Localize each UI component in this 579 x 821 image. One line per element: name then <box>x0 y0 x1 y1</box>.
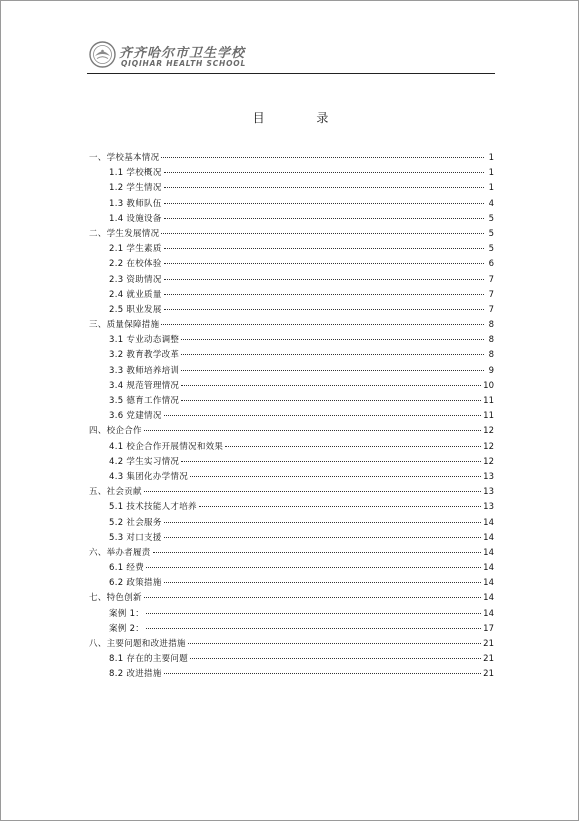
toc-dot-leader <box>188 643 481 644</box>
toc-page-number: 4 <box>488 198 494 209</box>
toc-subsection-entry[interactable] <box>89 181 494 196</box>
toc-dot-leader <box>164 522 482 523</box>
toc-page-number: 12 <box>483 456 494 467</box>
toc-page-number: 13 <box>483 471 494 482</box>
toc-entry-label: 4.2 学生实习情况 <box>109 456 180 467</box>
table-of-contents <box>89 151 494 683</box>
toc-page-number: 14 <box>483 532 494 543</box>
toc-subsection-entry[interactable] <box>89 348 494 363</box>
toc-subsection-entry[interactable] <box>89 622 494 637</box>
toc-dot-leader <box>181 370 484 371</box>
toc-page-number: 13 <box>483 487 494 498</box>
school-name-cn: 齐齐哈尔市卫生学校 <box>119 46 246 61</box>
toc-dot-leader <box>146 613 481 614</box>
toc-dot-leader <box>164 248 484 249</box>
toc-page-number: 1 <box>488 168 494 179</box>
toc-entry-label: 6.1 经费 <box>109 563 145 574</box>
toc-entry-label: 3.3 教师培养培训 <box>109 365 180 376</box>
toc-entry-label: 2.3 资助情况 <box>109 274 162 285</box>
toc-entry-label: 1.2 学生情况 <box>109 183 162 194</box>
toc-dot-leader <box>164 187 484 188</box>
toc-page-number: 6 <box>488 259 494 270</box>
toc-entry-label: 1.1 学校概况 <box>109 168 162 179</box>
toc-subsection-entry[interactable] <box>89 333 494 348</box>
toc-entry-label: 3.5 德育工作情况 <box>109 396 180 406</box>
toc-dot-leader <box>181 400 481 401</box>
toc-page-number: 1 <box>488 153 494 163</box>
toc-page-number: 1 <box>488 183 494 194</box>
toc-entry-label: 2.4 就业质量 <box>109 289 162 300</box>
toc-entry-label: 3.6 党建情况 <box>109 411 162 422</box>
toc-dot-leader <box>161 157 484 158</box>
toc-page-number: 7 <box>488 289 494 300</box>
toc-dot-leader <box>153 552 482 553</box>
toc-dot-leader <box>146 628 481 629</box>
toc-page-number: 8 <box>488 335 494 346</box>
toc-entry-label: 2.1 学生素质 <box>109 244 162 255</box>
toc-entry-label: 2.5 职业发展 <box>109 304 162 315</box>
toc-page-number: 5 <box>488 228 494 239</box>
toc-page-number: 8 <box>488 350 494 361</box>
toc-page-number: 17 <box>483 623 494 634</box>
toc-dot-leader <box>181 461 481 462</box>
toc-dot-leader <box>161 233 484 234</box>
toc-section-entry[interactable] <box>89 227 494 242</box>
toc-dot-leader <box>144 491 481 492</box>
toc-subsection-entry[interactable] <box>89 667 494 682</box>
toc-page-number: 14 <box>483 547 494 558</box>
toc-dot-leader <box>164 263 484 264</box>
toc-page-number: 21 <box>483 639 494 649</box>
toc-entry-label: 3.2 教育教学改革 <box>109 350 180 361</box>
toc-subsection-entry[interactable] <box>89 212 494 227</box>
toc-entry-label: 六、举办者履责 <box>89 547 151 558</box>
toc-dot-leader <box>164 203 484 204</box>
toc-subsection-entry[interactable] <box>89 455 494 470</box>
toc-entry-label: 1.4 设施设备 <box>109 213 162 224</box>
toc-page-number: 21 <box>483 669 494 680</box>
toc-entry-label: 案例 2： <box>109 623 145 634</box>
toc-subsection-entry[interactable] <box>89 394 494 409</box>
toc-dot-leader <box>225 446 481 447</box>
toc-subsection-entry[interactable] <box>89 166 494 181</box>
toc-page-number: 12 <box>483 426 494 437</box>
toc-entry-label: 一、学校基本情况 <box>89 153 160 163</box>
toc-page-number: 9 <box>488 365 494 376</box>
toc-section-entry[interactable] <box>89 424 494 439</box>
toc-entry-label: 3.4 规范管理情况 <box>109 380 180 391</box>
toc-page-number: 10 <box>483 380 494 391</box>
toc-section-entry[interactable] <box>89 318 494 333</box>
toc-subsection-entry[interactable] <box>89 242 494 257</box>
toc-dot-leader <box>164 582 482 583</box>
toc-dot-leader <box>144 430 481 431</box>
toc-entry-label: 2.2 在校体验 <box>109 259 162 270</box>
toc-section-entry[interactable] <box>89 546 494 561</box>
toc-entry-label: 8.1 存在的主要问题 <box>109 654 189 665</box>
toc-page-number: 14 <box>483 593 494 604</box>
school-seal-icon <box>89 41 116 68</box>
toc-subsection-entry[interactable] <box>89 440 494 455</box>
toc-entry-label: 6.2 政策措施 <box>109 578 162 589</box>
toc-section-entry[interactable] <box>89 151 494 166</box>
toc-dot-leader <box>164 537 482 538</box>
toc-section-entry[interactable] <box>89 485 494 500</box>
toc-subsection-entry[interactable] <box>89 288 494 303</box>
toc-dot-leader <box>164 294 484 295</box>
toc-entry-label: 3.1 专业动态调整 <box>109 335 180 346</box>
toc-page-number: 8 <box>488 320 494 331</box>
toc-subsection-entry[interactable] <box>89 197 494 212</box>
school-name-en: QIQIHAR HEALTH SCHOOL <box>121 59 247 68</box>
toc-entry-label: 1.3 教师队伍 <box>109 198 162 209</box>
toc-subsection-entry[interactable] <box>89 531 494 546</box>
toc-dot-leader <box>164 415 482 416</box>
toc-subsection-entry[interactable] <box>89 303 494 318</box>
toc-subsection-entry[interactable] <box>89 409 494 424</box>
toc-title: 目 录 <box>252 111 353 125</box>
toc-page-number: 7 <box>488 274 494 285</box>
toc-subsection-entry[interactable] <box>89 470 494 485</box>
toc-page-number: 14 <box>483 563 494 574</box>
toc-page-number: 11 <box>483 396 494 406</box>
toc-dot-leader <box>164 172 484 173</box>
toc-entry-label: 5.2 社会服务 <box>109 517 162 528</box>
toc-subsection-entry[interactable] <box>89 257 494 272</box>
toc-page-number: 5 <box>488 244 494 255</box>
toc-dot-leader <box>164 218 484 219</box>
toc-entry-label: 五、社会贡献 <box>89 487 142 498</box>
toc-entry-label: 4.3 集团化办学情况 <box>109 471 189 482</box>
toc-page-number: 21 <box>483 654 494 665</box>
toc-entry-label: 案例 1： <box>109 608 145 619</box>
toc-subsection-entry[interactable] <box>89 607 494 622</box>
toc-page-number: 14 <box>483 578 494 589</box>
toc-dot-leader <box>144 597 481 598</box>
toc-page-number: 13 <box>483 502 494 513</box>
toc-page-number: 14 <box>483 608 494 619</box>
toc-page-number: 5 <box>488 213 494 224</box>
toc-entry-label: 4.1 校企合作开展情况和效果 <box>109 441 224 452</box>
toc-entry-label: 七、特色创新 <box>89 593 142 604</box>
toc-page-number: 11 <box>483 411 494 422</box>
toc-dot-leader <box>164 309 484 310</box>
toc-subsection-entry[interactable] <box>89 576 494 591</box>
toc-section-entry[interactable] <box>89 637 494 652</box>
toc-entry-label: 8.2 改进措施 <box>109 669 162 680</box>
toc-entry-label: 八、主要问题和改进措施 <box>89 639 186 649</box>
toc-dot-leader <box>181 354 484 355</box>
toc-page-number: 7 <box>488 304 494 315</box>
toc-entry-label: 5.3 对口支援 <box>109 532 162 543</box>
toc-dot-leader <box>146 567 481 568</box>
toc-subsection-entry[interactable] <box>89 561 494 576</box>
toc-dot-leader <box>164 279 484 280</box>
toc-subsection-entry[interactable] <box>89 516 494 531</box>
toc-entry-label: 二、学生发展情况 <box>89 228 160 239</box>
toc-subsection-entry[interactable] <box>89 500 494 515</box>
toc-subsection-entry[interactable] <box>89 364 494 379</box>
toc-subsection-entry[interactable] <box>89 652 494 667</box>
toc-dot-leader <box>199 506 481 507</box>
toc-subsection-entry[interactable] <box>89 273 494 288</box>
toc-page-number: 14 <box>483 517 494 528</box>
toc-entry-label: 5.1 技术技能人才培养 <box>109 502 197 513</box>
toc-entry-label: 四、校企合作 <box>89 426 142 437</box>
page-header <box>87 39 495 74</box>
toc-dot-leader <box>161 324 484 325</box>
toc-dot-leader <box>181 339 484 340</box>
toc-dot-leader <box>181 385 481 386</box>
toc-section-entry[interactable] <box>89 591 494 606</box>
toc-page-number: 12 <box>483 441 494 452</box>
toc-dot-leader <box>190 476 481 477</box>
toc-entry-label: 三、质量保障措施 <box>89 320 160 331</box>
toc-dot-leader <box>190 658 481 659</box>
toc-dot-leader <box>164 673 482 674</box>
toc-subsection-entry[interactable] <box>89 379 494 394</box>
